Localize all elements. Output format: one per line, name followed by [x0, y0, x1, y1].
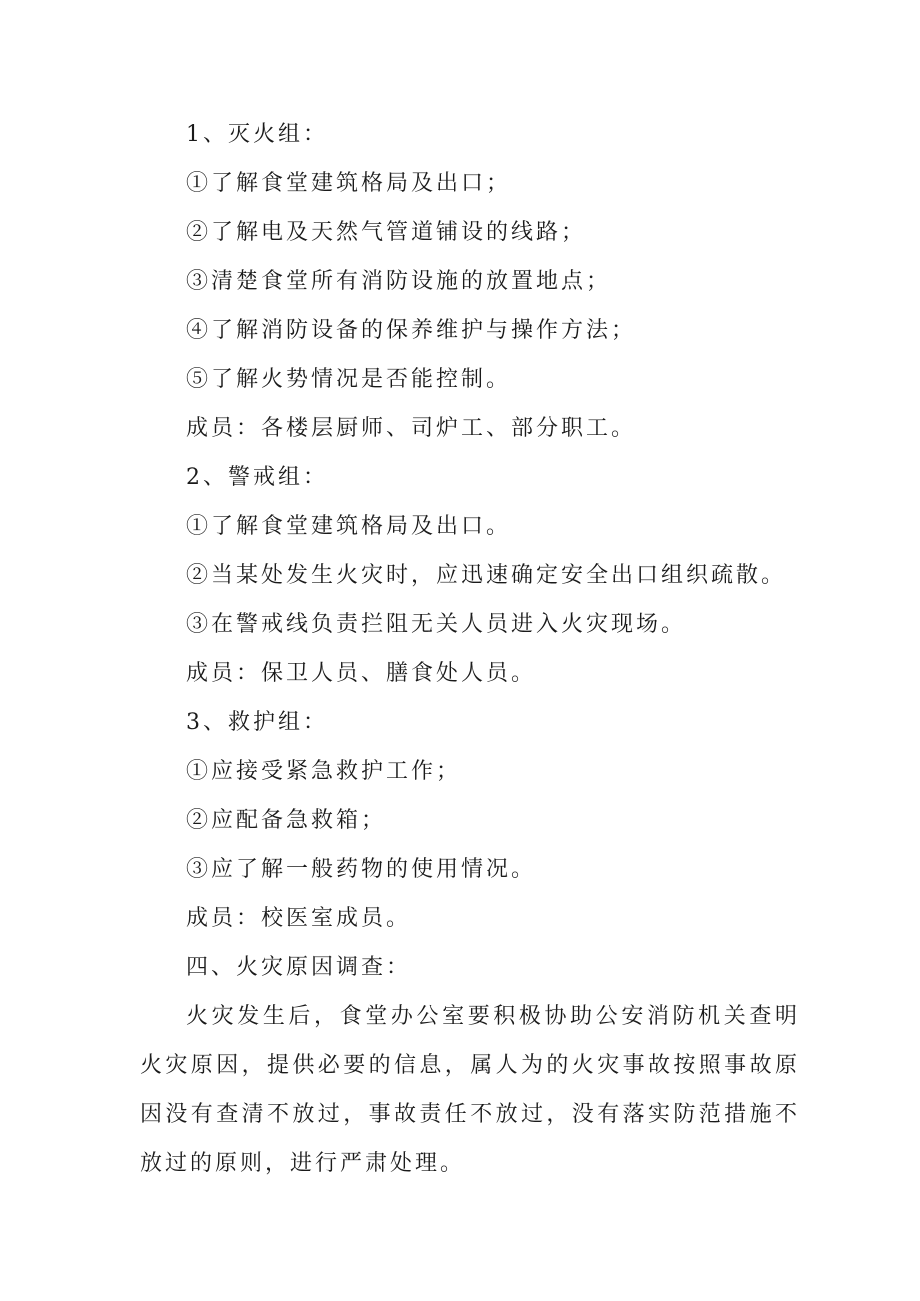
list-item: ②了解电及天然气管道铺设的线路； — [186, 220, 587, 245]
list-item: ①应接受紧急救护工作； — [186, 759, 462, 784]
section-heading-fire-fighting-group: 1、灭火组： — [186, 122, 328, 147]
members-line: 成员：各楼层厨师、司炉工、部分职工。 — [186, 416, 637, 441]
list-item: ⑤了解火势情况是否能控制。 — [186, 367, 512, 392]
investigation-paragraph: 火灾发生后，食堂办公室要积极协助公安消防机关查明火灾原因，提供必要的信息，属人为的火灾事故按照事故原因没有查清不放过，事故责任不放过，没有落实防范措施不放过的原则，进行严肃处理。 — [140, 1004, 800, 1176]
section-heading-rescue-group: 3、救护组： — [186, 710, 328, 735]
list-item: ②应配备急救箱； — [186, 808, 387, 833]
list-item: ③清楚食堂所有消防设施的放置地点； — [186, 269, 612, 294]
document-body — [140, 110, 800, 1188]
list-item: ①了解食堂建筑格局及出口； — [186, 171, 512, 196]
list-item: ①了解食堂建筑格局及出口。 — [186, 514, 512, 539]
members-line: 成员：校医室成员。 — [186, 906, 412, 931]
members-line: 成员：保卫人员、膳食处人员。 — [186, 661, 537, 686]
section-heading-guard-group: 2、警戒组： — [186, 465, 328, 490]
list-item: ③应了解一般药物的使用情况。 — [186, 857, 537, 882]
list-item: ④了解消防设备的保养维护与操作方法； — [186, 318, 637, 343]
list-item: ③在警戒线负责拦阻无关人员进入火灾现场。 — [186, 612, 687, 637]
section-heading-fire-cause-investigation: 四、火灾原因调查： — [186, 955, 412, 980]
list-item: ②当某处发生火灾时，应迅速确定安全出口组织疏散。 — [186, 563, 787, 588]
